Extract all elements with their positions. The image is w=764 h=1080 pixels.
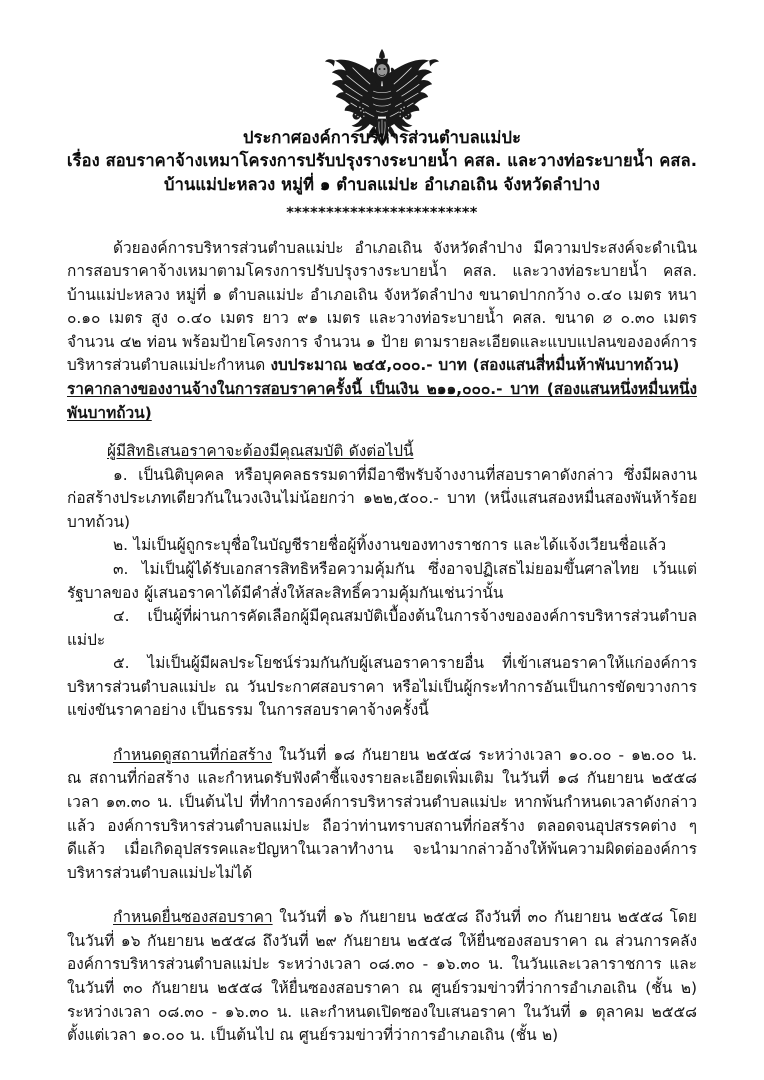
qualification-item-3: ๓. ไม่เป็นผู้ได้รับเอกสารสิทธิหรือความคุ้มกัน ซึ่งอาจปฏิเสธไม่ยอมขึ้นศาลไทย เว้นแต่รัฐบาลของ ผู้เสนอราคาได้มีคำสั่งให้สละสิทธิ์ความคุ้มกันเช่นว่านั้น — [67, 559, 697, 602]
qualification-item-4: ๔. เป็นผู้ที่ผ่านการคัดเลือกผู้มีคุณสมบัติเบื้องต้นในการจ้างขององค์การบริหารส่วนตำบลแม่ปะ — [67, 607, 697, 649]
document-location: บ้านแม่ปะหลวง หมู่ที่ ๑ ตำบลแม่ปะ อำเภอเถิน จังหวัดลำปาง — [164, 174, 600, 194]
qualification-item-1: ๑. เป็นนิติบุคคล หรือบุคคลธรรมดาที่มีอาชีพรับจ้างงานที่สอบราคาดังกล่าว ซึ่งมีผลงานก่อสร้างประเภทเดียวกันในวงเงินไม่น้อยกว่า ๑๒๒,๕๐๐.- บาท (หนึ่งแสนสองหมื่นสองพันห้าร้อยบาทถ้วน) — [67, 465, 697, 531]
document-headings — [0, 126, 764, 223]
qualification-item-5: ๕. ไม่เป็นผู้มีผลประโยชน์ร่วมกันกับผู้เสนอราคารายอื่น ที่เข้าเสนอราคาให้แก่องค์การบริหารส่วนตำบลแม่ปะ ณ วันประกาศสอบราคา หรือไม่เป็นผู้กระทำการอันเป็นการขัดขวางการแข่งขันราคาอย่าง เป็นธรรม ในการสอบราคาจ้างครั้งนี้ — [67, 654, 697, 720]
submission-text: ในวันที่ ๑๖ กันยายน ๒๕๕๘ ถึงวันที่ ๓๐ กันยายน ๒๕๕๘ โดยในวันที่ ๑๖ กันยายน ๒๕๕๘ ถึงวันที่ ๒๙ กันยายน ๒๕๕๘ ให้ยื่นซองสอบราคา ณ ส่วนการคลัง องค์การบริหารส่วนตำบลแม่ปะ ระหว่างเวลา ๐๘.๓๐ - ๑๖.๓๐ น. ในวันและเวลาราชการ และในวันที่ ๓๐ กันยายน ๒๕๕๘ ให้ยื่นซองสอบราคา ณ ศูนย์รวมข่าวที่ว่าการอำเภอเถิน (ชั้น ๒) ระหว่างเวลา ๐๘.๓๐ - ๑๖.๓๐ น. และกำหนดเปิดซองใบเสนอราคา ในวันที่ ๑ ตุลาคม ๒๕๕๘ ตั้งแต่เวลา ๑๐.๐๐ น. เป็นต้นไป ณ ศูนย์รวมข่าวที่ว่าการอำเภอเถิน (ชั้น ๒) — [67, 908, 697, 1045]
qualification-item-2: ๒. ไม่เป็นผู้ถูกระบุชื่อในบัญชีรายชื่อผู้ทิ้งงานของทางราชการ และได้แจ้งเวียนชื่อแล้ว — [113, 536, 667, 555]
qualifications-heading: ผู้มีสิทธิเสนอราคาจะต้องมีคุณสมบัติ ดังต่อไปนี้ — [107, 442, 414, 461]
document-subject: เรื่อง สอบราคาจ้างเหมาโครงการปรับปรุงรางระบายน้ำ คสล. และวางท่อระบายน้ำ คสล. — [66, 151, 698, 171]
submission-heading: กำหนดยื่นซองสอบราคา — [113, 908, 273, 927]
intro-paragraph — [67, 237, 697, 378]
budget-amount: งบประมาณ ๒๔๕,๐๐๐.- บาท (สองแสนสี่หมื่นห้าพันบาทถ้วน) — [270, 356, 680, 375]
submission-paragraph — [67, 906, 697, 1047]
asterisk-separator: ************************ — [286, 205, 478, 222]
intro-text: ด้วยองค์การบริหารส่วนตำบลแม่ปะ อำเภอเถิน จังหวัดลำปาง มีความประสงค์จะดำเนินการสอบราคาจ้างเหมาตามโครงการปรับปรุงรางระบายน้ำ คสล. และวางท่อระบายน้ำ คสล. บ้านแม่ปะหลวง หมู่ที่ ๑ ตำบลแม่ปะ อำเภอเถิน จังหวัดลำปาง ขนาดปากกว้าง ๐.๔๐ เมตร หนา ๐.๑๐ เมตร สูง ๐.๔๐ เมตร ยาว ๙๑ เมตร และวางท่อระบายน้ำ คสล. ขนาด ⌀ ๐.๓๐ เมตร จำนวน ๔๒ ท่อน พร้อมป้ายโครงการ จำนวน ๑ ป้าย ตามรายละเอียดและแบบแปลนขององค์การบริหารส่วนตำบลแม่ปะกำหนด — [67, 238, 697, 375]
emblem-container — [0, 0, 764, 118]
site-visit-paragraph — [67, 744, 697, 885]
document-body — [67, 223, 697, 1048]
site-visit-text: ในวันที่ ๑๘ กันยายน ๒๕๕๘ ระหว่างเวลา ๑๐.๐๐ - ๑๒.๐๐ น. ณ สถานที่ก่อสร้าง และกำหนดรับฟังคำชี้แจงรายละเอียดเพิ่มเติม ในวันที่ ๑๘ กันยายน ๒๕๕๘ เวลา ๑๓.๓๐ น. เป็นต้นไป ที่ทำการองค์การบริหารส่วนตำบลแม่ปะ หากพ้นกำหนดเวลาดังกล่าวแล้ว องค์การบริหารส่วนตำบลแม่ปะ ถือว่าท่านทราบสถานที่ก่อสร้าง ตลอดจนอุปสรรคต่าง ๆ ดีแล้ว เมื่อเกิดอุปสรรคและปัญหาในเวลาทำงาน จะนำมากล่าวอ้างให้พ้นความผิดต่อองค์การบริหารส่วนตำบลแม่ปะไม่ได้ — [67, 745, 697, 882]
median-price-line: ราคากลางของงานจ้างในการสอบราคาครั้งนี้ เป็นเงิน ๒๑๑,๐๐๐.- บาท (สองแสนหนึ่งหมื่นหนึ่งพันบาทถ้วน) — [67, 380, 697, 422]
site-visit-heading: กำหนดดูสถานที่ก่อสร้าง — [113, 745, 273, 764]
page-title: ประกาศองค์การบริหารส่วนตำบลแม่ปะ — [242, 128, 522, 147]
